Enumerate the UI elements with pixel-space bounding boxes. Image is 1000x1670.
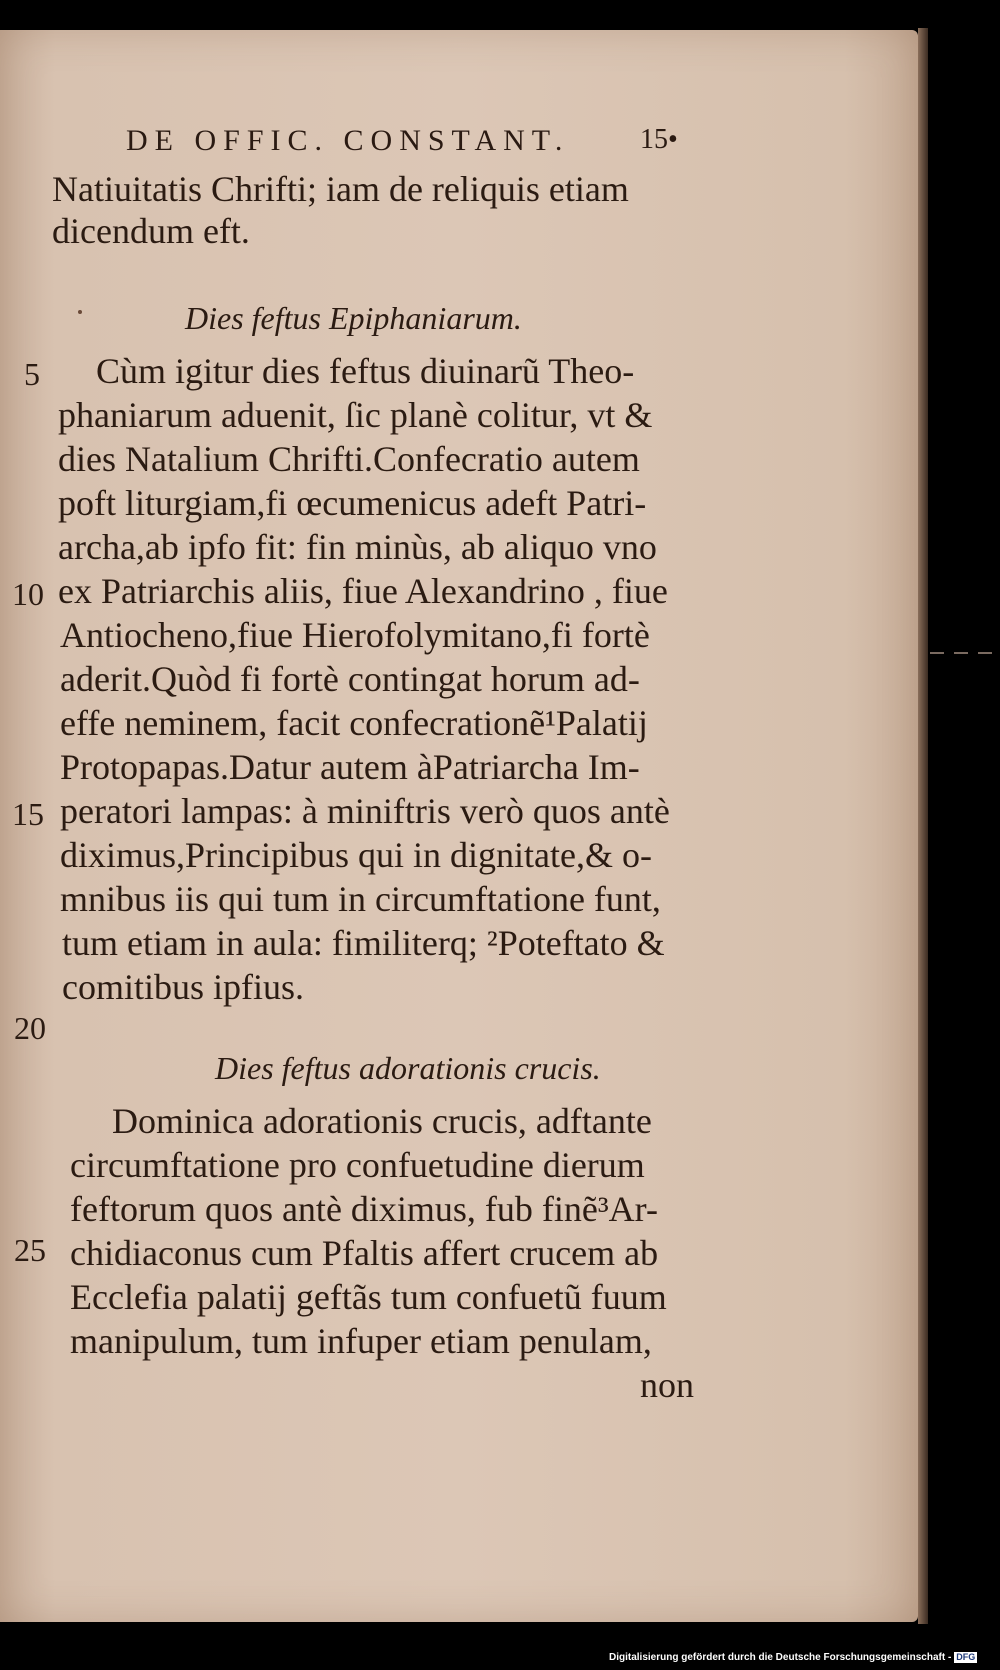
- text-line: Antiocheno,fiue Hierofolymitano,fi fortè: [60, 615, 650, 655]
- text-line: poft liturgiam,fi œcumenicus adeft Patri-: [58, 483, 647, 523]
- text-line: Ecclefia palatij geftãs tum confuetũ fuum: [70, 1277, 667, 1317]
- text-line: dicendum eft.: [52, 211, 250, 251]
- text-line: aderit.Quòd fi fortè contingat horum ad-: [60, 659, 640, 699]
- line-number: 15: [12, 796, 44, 832]
- text-line: chidiaconus cum Pfaltis affert crucem ab: [70, 1233, 659, 1273]
- page-edge: [918, 28, 928, 1624]
- dfg-logo: DFG: [956, 1652, 976, 1662]
- text-line: feftorum quos antè diximus, fub finẽ³Ar-: [70, 1189, 658, 1229]
- scan-tick: [978, 652, 992, 654]
- text-line: peratori lampas: à miniftris verò quos antè: [60, 791, 670, 831]
- line-number: 10: [12, 576, 44, 612]
- text-line: diximus,Principibus qui in dignitate,& o-: [60, 835, 652, 875]
- catchword: non: [640, 1365, 694, 1405]
- text-line: manipulum, tum infuper etiam penulam,: [70, 1321, 652, 1361]
- text-line: mnibus iis qui tum in circumftatione funt,: [60, 879, 661, 919]
- text-line: archa,ab ipfo fit: fin minùs, ab aliquo vno: [58, 527, 657, 567]
- line-number: 25: [14, 1232, 46, 1268]
- line-number: 5: [24, 356, 40, 392]
- folio-number: 15•: [640, 124, 678, 155]
- section-heading: Dies feftus Epiphaniarum.: [185, 300, 522, 336]
- scan-tick: [954, 652, 968, 654]
- running-head: DE OFFIC. CONSTANT.: [126, 124, 570, 157]
- text-line: Cùm igitur dies feftus diuinarũ Theo-: [96, 351, 635, 391]
- text-line: dies Natalium Chrifti.Confecratio autem: [58, 439, 640, 479]
- scan-tick: [930, 652, 944, 654]
- text-line: tum etiam in aula: fimiliterq; ²Poteftato &: [62, 923, 665, 963]
- text-line: comitibus ipfius.: [62, 967, 304, 1007]
- digitization-credit: [609, 1652, 977, 1663]
- text-line: ex Patriarchis aliis, fiue Alexandrino , fiue: [58, 571, 668, 611]
- text-line: phaniarum aduenit, ſic planè colitur, vt &: [58, 395, 653, 435]
- credit-text: Digitalisierung gefördert durch die Deutsche Forschungsgemeinschaft -: [609, 1652, 952, 1663]
- line-number: 20: [14, 1010, 46, 1046]
- text-line: circumftatione pro confuetudine dierum: [70, 1145, 645, 1185]
- text-line: Dominica adorationis crucis, adftante: [112, 1101, 652, 1141]
- ink-speck: [78, 310, 82, 314]
- text-line: Protopapas.Datur autem àPatriarcha Im-: [60, 747, 640, 787]
- text-line: Natiuitatis Chrifti; iam de reliquis etiam: [52, 169, 629, 209]
- text-line: effe neminem, facit confecrationẽ¹Palatij: [60, 703, 648, 743]
- section-heading: Dies feftus adorationis crucis.: [215, 1050, 601, 1086]
